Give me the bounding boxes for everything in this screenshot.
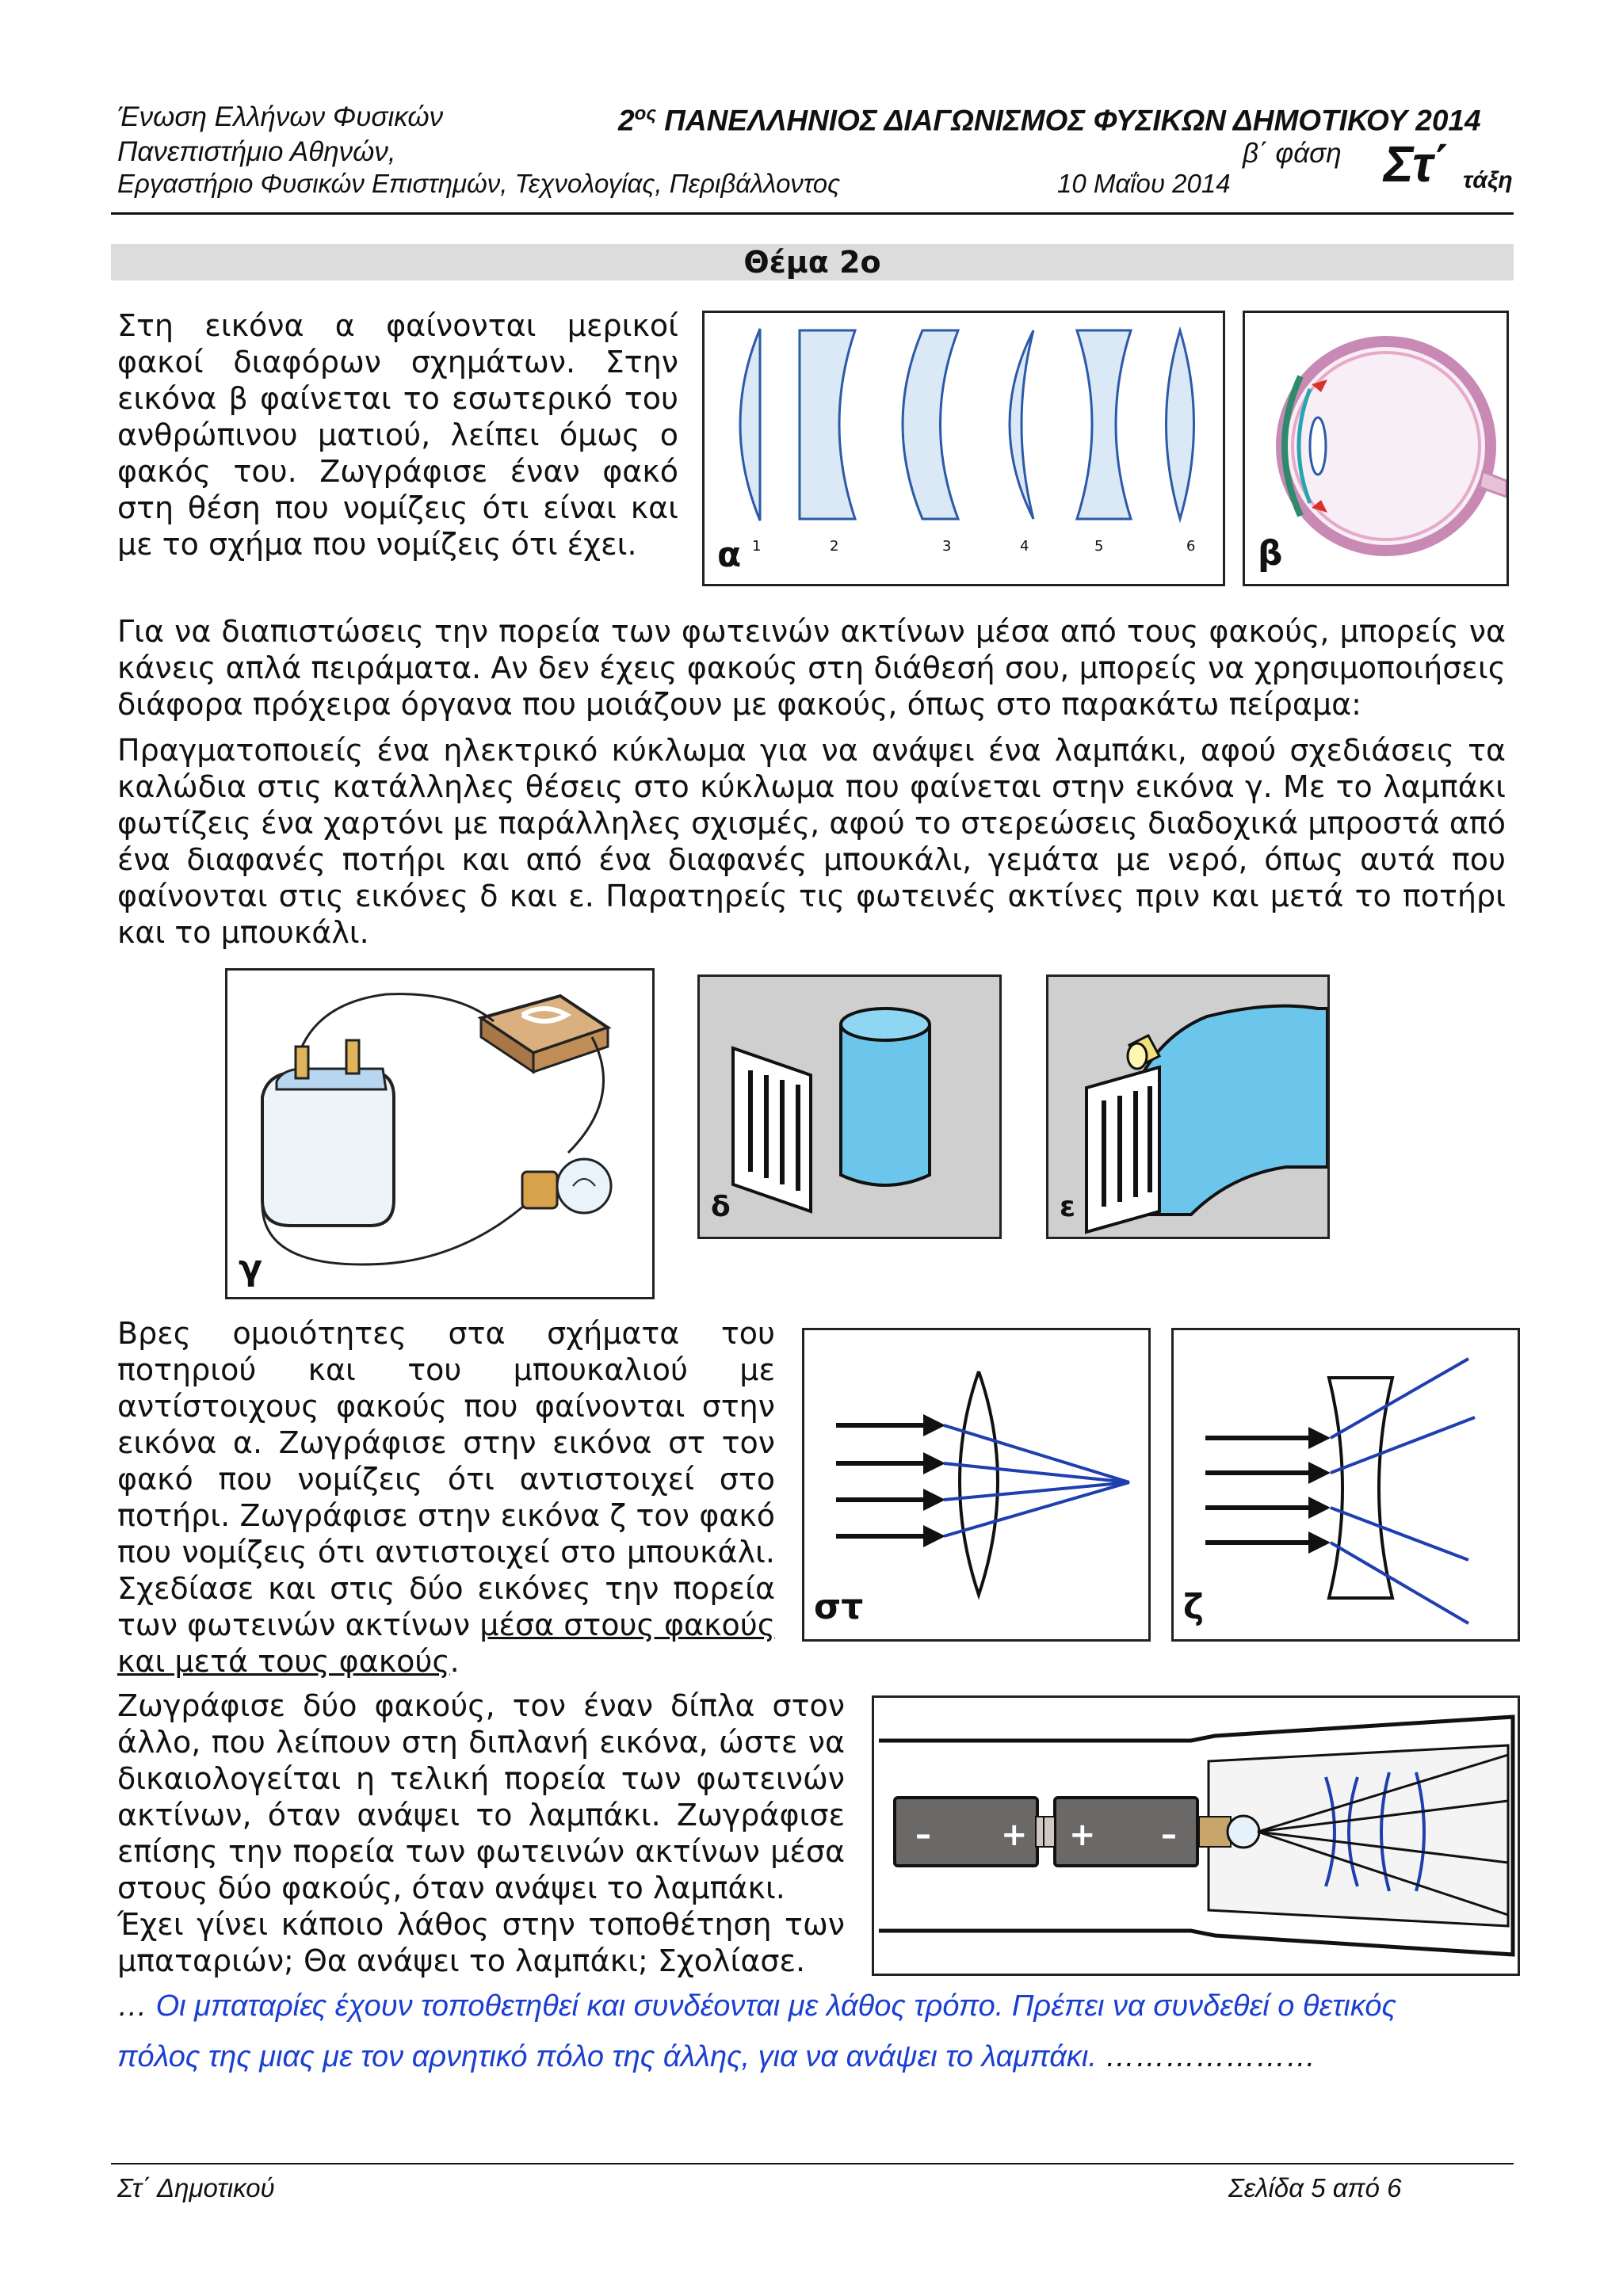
paragraph-3: Πραγματοποιείς ένα ηλεκτρικό κύκλωμα για να ανάψει ένα λαμπάκι, αφού σχεδιάσεις τα καλώδια στις κατάλληλες θέσεις στο κύκλωμα που φαίνεται στην εικόνα γ. Με το λαμπάκι φωτίζεις ένα χαρτόνι με παράλληλες σχισμές, αφού το στερεώσεις διαδοχικά μπροστά από ένα διαφανές ποτήρι και από ένα διαφανές μπουκάλι, γεμάτα με νερό, όπως αυτά που φαίνονται στις εικόνες δ και ε. Παρατηρείς τις φωτεινές ακτίνες πριν και μετά το ποτήρι και το μπουκάλι. — [117, 733, 1506, 950]
header-rule — [111, 212, 1514, 215]
footer-page-number: Σελίδα 5 από 6 — [1228, 2173, 1402, 2203]
paragraph-4-main: Βρες ομοιότητες στα σχήματα του ποτηριού και του μπουκαλιού με αντίστοιχους φακούς που φαίνονται στην εικόνα α. Ζωγράφισε στην εικόνα στ τον φακό που νομίζεις ότι αντιστοιχεί στο ποτήρι. Ζωγράφισε στην εικόνα ζ τον φακό που νομίζεις ότι αντιστοιχεί στο μπουκάλι. Σχεδίασε και στις δύο εικόνες την πορεία των φωτεινών ακτίνων — [117, 1316, 775, 1642]
answer-line-1 — [117, 1981, 1512, 2031]
lenses-drawing — [705, 313, 1223, 584]
torch-drawing — [874, 1698, 1518, 1974]
paragraph-5: Ζωγράφισε δύο φακούς, τον έναν δίπλα στον άλλο, που λείπουν στη διπλανή εικόνα, ώστε να δικαιολογείται η τελική πορεία των φωτεινών ακτίνων, όταν ανάψει το λαμπάκι. Ζωγράφισε επίσης την πορεία των φωτεινών ακτίνων μέσα στους δύο φακούς, όταν ανάψει το λαμπάκι. — [117, 1688, 845, 1905]
fig-gamma-label: γ — [239, 1248, 262, 1288]
bottle-drawing — [1048, 977, 1327, 1237]
glass-rim — [841, 1009, 930, 1040]
lens-1 — [740, 329, 760, 521]
circuit-drawing — [227, 971, 652, 1297]
answer-text-1: Οι μπαταρίες έχουν τοποθετηθεί και συνδέονται με λάθος τρόπο. Πρέπει να συνδεθεί ο θετικός — [155, 1989, 1397, 2023]
lens-5 — [1077, 330, 1131, 519]
contest-title — [618, 98, 1481, 136]
lens-number-5: 5 — [1094, 538, 1104, 555]
fig-alpha-label: α — [717, 535, 742, 575]
figure-gamma-circuit — [225, 968, 655, 1299]
fig-st-label: στ — [814, 1587, 864, 1627]
contest-superscript: ος — [634, 103, 657, 124]
glass-body — [841, 1024, 930, 1185]
figure-st-converging — [802, 1328, 1151, 1642]
battery-2-plus: + — [1069, 1817, 1096, 1853]
org-line-3: Εργαστήριο Φυσικών Επιστημών, Τεχνολογίας, Περιβάλλοντος — [117, 169, 841, 198]
concave-lens-outline — [1329, 1378, 1392, 1598]
answer-line-2 — [117, 2031, 1512, 2082]
bulb-holder — [522, 1172, 557, 1208]
fig-beta-label: β — [1258, 533, 1283, 574]
paragraph-4-end: . — [449, 1644, 460, 1679]
figure-epsilon-bottle — [1046, 974, 1330, 1239]
lens-4 — [1010, 330, 1033, 519]
footer-left: Στ΄ Δημοτικού — [117, 2173, 275, 2203]
lens-number-2: 2 — [830, 538, 839, 555]
grade-small: τάξη — [1463, 167, 1513, 193]
paragraph-6: Έχει γίνει κάποιο λάθος στην τοποθέτηση των μπαταριών; Θα ανάψει το λαμπάκι; Σχολίασε. — [117, 1907, 845, 1978]
pupil — [1310, 418, 1326, 475]
answer-leading-dots: … — [117, 1989, 147, 2023]
battery-terminal-2 — [346, 1040, 359, 1074]
fig-epsilon-label: ε — [1060, 1191, 1076, 1223]
paragraph-4-underlined: μέσα στους φακούς και μετά τους φακούς — [117, 1608, 776, 1679]
section-title: Θέμα 2ο — [743, 245, 881, 280]
lens-6 — [1167, 330, 1194, 519]
figure-delta-glass — [697, 974, 1002, 1239]
phase: β΄ φάση — [1243, 138, 1342, 169]
answer-text-2: πόλος της μιας με τον αρνητικό πόλο της άλλης, για να ανάψει το λαμπάκι. — [117, 2040, 1097, 2073]
figure-zeta-diverging — [1171, 1328, 1520, 1642]
grade-big: Στ΄ — [1384, 135, 1450, 193]
diverging-rays-drawing — [1174, 1330, 1518, 1639]
paragraph-2: Για να διαπιστώσεις την πορεία των φωτεινών ακτίνων μέσα από τους φακούς, μπορείς να κάνεις απλά πειράματα. Αν δεν έχεις φακούς στη διάθεσή σου, μπορείς να χρησιμοποιήσεις διάφορα πρόχειρα όργανα που μοιάζουν με φακούς, όπως στο παρακάτω πείραμα: — [117, 614, 1506, 722]
fig-delta-label: δ — [711, 1191, 731, 1223]
intro-text: Στη εικόνα α φαίνονται μερικοί φακοί διαφόρων σχημάτων. Στην εικόνα β φαίνεται το εσωτερικό του ανθρώπινου ματιού, λείπει όμως ο φακός του. Ζωγράφισε έναν φακό στη θέση που νομίζεις ότι είναι και με το σχήμα που νομίζεις ότι έχει. — [117, 308, 678, 562]
wire-1 — [302, 994, 494, 1047]
lens-3 — [903, 330, 958, 519]
exam-date: 10 Μαΐου 2014 — [1057, 169, 1231, 198]
battery-body — [262, 1072, 394, 1226]
eye-drawing — [1245, 313, 1507, 584]
footer-rule — [111, 2163, 1514, 2164]
contest-title-text: ΠΑΝΕΛΛΗΝΙΟΣ ΔΙΑΓΩΝΙΣΜΟΣ ΦΥΣΙΚΩΝ ΔΗΜΟΤΙΚΟΥ 2014 — [664, 104, 1481, 137]
lens-number-4: 4 — [1020, 538, 1029, 555]
lens-number-3: 3 — [942, 538, 952, 555]
org-line-2: Πανεπιστήμιο Αθηνών, — [117, 136, 396, 167]
bulb-glass — [557, 1159, 611, 1213]
paragraph-4 — [117, 1315, 775, 1680]
org-line-1: Ένωση Ελλήνων Φυσικών — [117, 101, 444, 132]
glass-drawing — [700, 977, 999, 1237]
figure-torch — [872, 1695, 1520, 1976]
battery-terminal-1 — [296, 1047, 308, 1078]
figure-alpha-lenses — [702, 311, 1225, 586]
bulb-base — [1199, 1817, 1231, 1847]
lens-2 — [800, 330, 855, 519]
lens-number-1: 1 — [752, 538, 762, 555]
battery-2-minus: – — [1161, 1817, 1177, 1853]
lens-number-6: 6 — [1186, 538, 1196, 555]
figure-beta-eye — [1243, 311, 1509, 586]
battery-1-plus: + — [1001, 1817, 1028, 1853]
torch-bulb — [1228, 1816, 1259, 1848]
battery-1-minus: – — [915, 1817, 931, 1853]
convex-lens-outline — [960, 1371, 998, 1595]
answer-trailing-dots: ………………… — [1105, 2040, 1316, 2073]
contest-number: 2 — [618, 104, 635, 137]
fig-zeta-label: ζ — [1183, 1587, 1204, 1627]
